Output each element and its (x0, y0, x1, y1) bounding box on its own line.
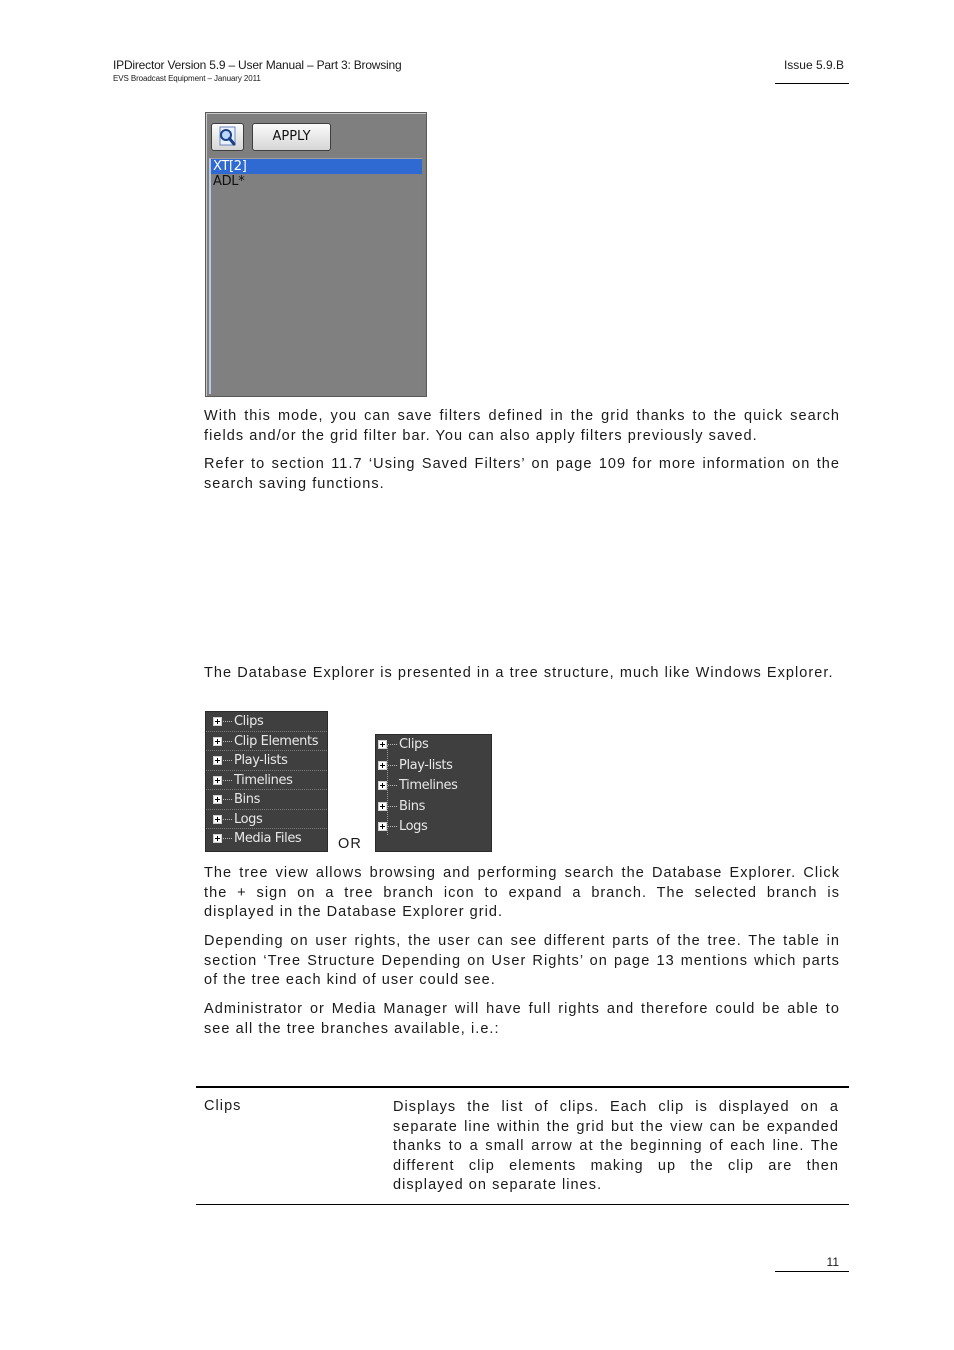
tree-branch-timelines[interactable]: Timelines (376, 776, 491, 797)
paragraph-user-rights: Depending on user rights, the user can see different parts of the tree. The table in section ‘Tree Structure Depending on User Rights’ on page 13 mentions which parts of the tree each kind of user could see. (204, 933, 840, 988)
tree-branch-play-lists[interactable]: Play-lists (206, 751, 327, 771)
page-number: 11 (826, 1255, 839, 1269)
paragraph-tree-structure: The Database Explorer is presented in a tree structure, much like Windows Explorer. (204, 665, 834, 681)
tree-branch-logs[interactable]: Logs (376, 817, 491, 838)
table-cell-description: Displays the list of clips. Each clip is displayed on a separate line within the grid but the view can be expanded thanks to a small arrow at the beginning of each line. The different clip elements making up the clip are then displayed on separate lines. (393, 1099, 839, 1193)
footer-rule (775, 1271, 849, 1272)
expand-icon[interactable] (213, 717, 222, 726)
paragraph-save-filters: With this mode, you can save filters defined in the grid thanks to the quick search fields and/or the grid filter bar. You can also apply filters previously saved. (204, 408, 840, 444)
magnifier-icon (212, 124, 243, 150)
tree-branch-bins[interactable]: Bins (376, 797, 491, 818)
paragraph-tree-view: The tree view allows browsing and performing search the Database Explorer. Click the + sign on a tree branch icon to expand a branch. The selected branch is displayed in the Database Explorer grid. (204, 865, 840, 920)
expand-icon[interactable] (378, 740, 387, 749)
tree-view-full (205, 711, 328, 852)
apply-button[interactable]: APPLY (252, 123, 331, 151)
or-label: OR (338, 836, 362, 852)
paragraph-full-rights: Administrator or Media Manager will have full rights and therefore could be able to see all the tree branches available, i.e.: (204, 1001, 840, 1037)
tree-branch-media-files[interactable]: Media Files (206, 829, 327, 848)
tree-branch-bins[interactable]: Bins (206, 790, 327, 810)
expand-icon[interactable] (213, 756, 222, 765)
paragraph-refer-section: Refer to section 11.7 ‘Using Saved Filters’ on page 109 for more information on the search saving functions. (204, 456, 840, 492)
tree-view-limited (375, 734, 492, 852)
expand-icon[interactable] (213, 737, 222, 746)
tree-branch-logs[interactable]: Logs (206, 810, 327, 830)
saved-filter-item[interactable]: XT[2] (211, 159, 422, 174)
document-title: IPDirector Version 5.9 – User Manual – Part 3: Browsing (113, 58, 402, 72)
search-button[interactable] (211, 123, 244, 151)
table-cell-term: Clips (204, 1098, 242, 1114)
table-top-rule (196, 1086, 849, 1088)
header-rule (775, 83, 849, 84)
expand-icon[interactable] (378, 761, 387, 770)
saved-filters-list (209, 158, 422, 394)
issue-label: Issue 5.9.B (783, 58, 844, 72)
tree-branch-clips[interactable]: Clips (206, 712, 327, 732)
expand-icon[interactable] (213, 834, 222, 843)
tree-branch-clip-elements[interactable]: Clip Elements (206, 732, 327, 752)
expand-icon[interactable] (213, 776, 222, 785)
expand-icon[interactable] (213, 795, 222, 804)
saved-filters-panel (205, 112, 427, 397)
saved-filter-item[interactable]: ADL* (213, 174, 245, 189)
tree-branch-play-lists[interactable]: Play-lists (376, 756, 491, 777)
expand-icon[interactable] (378, 781, 387, 790)
tree-branch-clips[interactable]: Clips (376, 735, 491, 756)
expand-icon[interactable] (378, 822, 387, 831)
document-subtitle: EVS Broadcast Equipment – January 2011 (113, 74, 261, 83)
tree-branch-timelines[interactable]: Timelines (206, 771, 327, 791)
expand-icon[interactable] (378, 802, 387, 811)
table-bottom-rule (196, 1204, 849, 1205)
expand-icon[interactable] (213, 815, 222, 824)
